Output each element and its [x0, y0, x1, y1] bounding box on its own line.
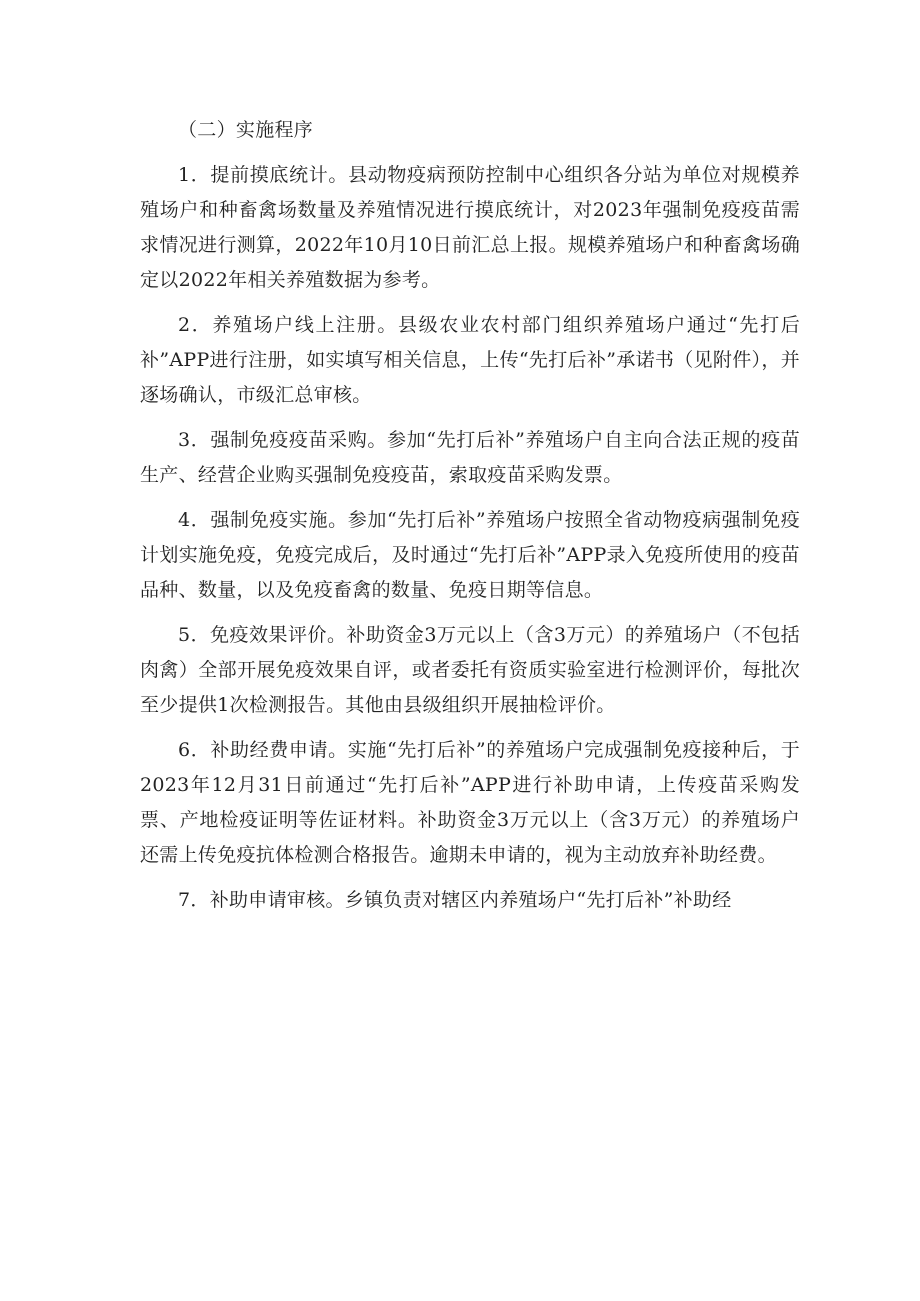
paragraph-6: 6．补助经费申请。实施“先打后补”的养殖场户完成强制免疫接种后，于2023年12月31日前通过“先打后补”APP进行补助申请，上传疫苗采购发票、产地检疫证明等佐证材料。补助资金3万元以上（含3万元）的养殖场户还需上传免疫抗体检测合格报告。逾期未申请的，视为主动放弃补助经费。: [140, 739, 800, 866]
paragraph-3: 3．强制免疫疫苗采购。参加“先打后补”养殖场户自主向合法正规的疫苗生产、经营企业购买强制免疫疫苗，索取疫苗采购发票。: [140, 429, 800, 486]
paragraph-2: 2．养殖场户线上注册。县级农业农村部门组织养殖场户通过“先打后补”APP进行注册，如实填写相关信息，上传“先打后补”承诺书（见附件），并逐场确认，市级汇总审核。: [140, 314, 800, 406]
paragraph-5: 5．免疫效果评价。补助资金3万元以上（含3万元）的养殖场户（不包括肉禽）全部开展免疫效果自评，或者委托有资质实验室进行检测评价，每批次至少提供1次检测报告。其他由县级组织开展抽检评价。: [140, 624, 800, 716]
section-heading: （二）实施程序: [178, 119, 314, 141]
paragraph-1: 1．提前摸底统计。县动物疫病预防控制中心组织各分站为单位对规模养殖场户和种畜禽场数量及养殖情况进行摸底统计，对2023年强制免疫疫苗需求情况进行测算，2022年10月10日前汇总上报。规模养殖场户和种畜禽场确定以2022年相关养殖数据为参考。: [140, 164, 800, 291]
document-body: [140, 113, 800, 928]
paragraph-4: 4．强制免疫实施。参加“先打后补”养殖场户按照全省动物疫病强制免疫计划实施免疫，免疫完成后，及时通过“先打后补”APP录入免疫所使用的疫苗品种、数量，以及免疫畜禽的数量、免疫日期等信息。: [140, 509, 800, 601]
paragraph-7: 7．补助申请审核。乡镇负责对辖区内养殖场户“先打后补”补助经: [178, 889, 732, 911]
